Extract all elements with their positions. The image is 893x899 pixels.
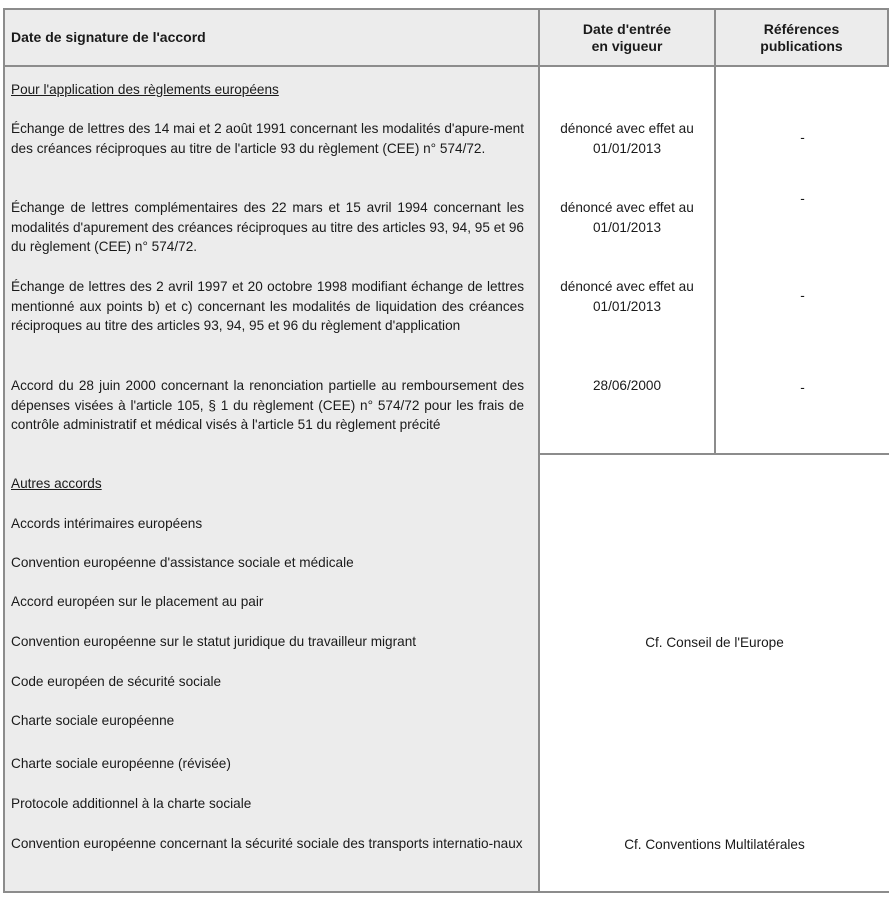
other-agreement-item: Convention européenne d'assistance sociale et médicale (11, 555, 354, 570)
header-col2-line1: Date d'entrée (582, 20, 672, 37)
multilateral-conventions-ref: Cf. Conventions Multilatérales (624, 837, 805, 852)
merged-refs-area (540, 455, 889, 891)
other-agreement-last-item: Convention européenne concernant la sécurité sociale des transports internatio-naux (11, 836, 523, 851)
header-signature-date (5, 10, 538, 67)
header-entry-date (540, 10, 714, 67)
agreements-table (3, 8, 889, 893)
other-agreement-item: Code européen de sécurité sociale (11, 674, 222, 689)
row3-date: dénoncé avec effet au 01/01/2013 (560, 279, 694, 314)
other-agreement-item: Accord européen sur le placement au pair (11, 594, 264, 609)
header-col3-line1: Références (763, 20, 840, 37)
row1-text: Échange de lettres des 14 mai et 2 août 1991 concernant les modalités d'apure-ment des créances réciproques au titre de l'article 93 du règlement (CEE) n° 574/72. (11, 121, 524, 156)
row4-ref: - (800, 380, 805, 395)
header-publication-refs (716, 10, 887, 67)
council-of-europe-ref: Cf. Conseil de l'Europe (645, 635, 784, 650)
row2-ref: - (800, 191, 805, 206)
other-agreement-item: Charte sociale européenne (11, 713, 175, 728)
header-col1-label: Date de signature de l'accord (11, 29, 206, 45)
section1-title: Pour l'application des règlements européens (11, 82, 279, 97)
header-col2-line2: en vigueur (591, 37, 663, 54)
row4-date: 28/06/2000 (592, 378, 662, 393)
row2-date: dénoncé avec effet au 01/01/2013 (560, 200, 694, 235)
other-agreement-item: Accords intérimaires européens (11, 516, 203, 531)
row1-date: dénoncé avec effet au 01/01/2013 (560, 121, 694, 156)
section2-title: Autres accords (11, 476, 102, 491)
row1-ref: - (800, 130, 805, 145)
row4-text: Accord du 28 juin 2000 concernant la renonciation partielle au remboursement des dépenses visées à l'article 105, § 1 du règlement (CEE) n° 574/72 pour les frais de contrôle administratif et médical visés à l'article 51 du règlement précité (11, 378, 524, 432)
row2-text: Échange de lettres complémentaires des 22 mars et 15 avril 1994 concernant les modalités d'apurement des créances réciproques au titre des articles 93, 94, 95 et 96 du règlement (CEE) n° 574/72. (11, 200, 524, 254)
other-agreement-item: Charte sociale européenne (révisée) (11, 756, 231, 771)
row3-ref: - (800, 288, 805, 303)
other-agreement-item: Convention européenne sur le statut juridique du travailleur migrant (11, 634, 417, 649)
other-agreement-item: Protocole additionnel à la charte sociale (11, 796, 252, 811)
row3-text: Échange de lettres des 2 avril 1997 et 20 octobre 1998 modifiant échange de lettres mentionné aux points b) et c) concernant les modalités de liquidation des créances réciproques au titre des articles 93, 94, 95 et 96 du règlement d'application (11, 279, 524, 333)
header-col3-line2: publications (760, 37, 843, 54)
section-divider (540, 453, 889, 455)
